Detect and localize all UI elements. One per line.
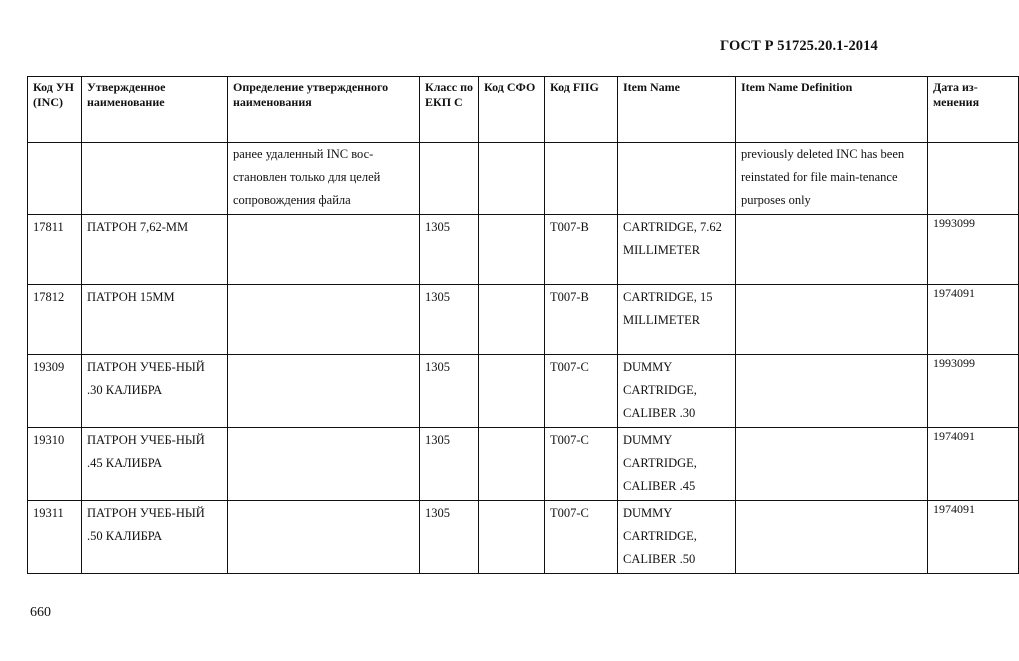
cell-class: 1305	[420, 501, 479, 574]
cell-inc	[28, 143, 82, 215]
cell-cfo	[479, 143, 545, 215]
cell-approved-name: ПАТРОН 7,62-ММ	[82, 215, 228, 285]
cell-cfo	[479, 501, 545, 574]
col-header-approved-name: Утвержденное наименование	[82, 77, 228, 143]
cell-definition	[228, 428, 420, 501]
cell-definition	[228, 501, 420, 574]
cell-inc: 19311	[28, 501, 82, 574]
cell-change-date: 1993099	[928, 355, 1019, 428]
cell-definition	[228, 215, 420, 285]
cell-definition: ранее удаленный INC вос-становлен только для целей сопровождения файла	[228, 143, 420, 215]
cell-fiig: T007-C	[545, 428, 618, 501]
cell-approved-name: ПАТРОН УЧЕБ-НЫЙ .30 КАЛИБРА	[82, 355, 228, 428]
col-header-definition: Определение утвержденного наименования	[228, 77, 420, 143]
cell-inc: 19309	[28, 355, 82, 428]
col-header-inc: Код УН (INC)	[28, 77, 82, 143]
cell-cfo	[479, 215, 545, 285]
cell-class: 1305	[420, 428, 479, 501]
table-row	[28, 355, 1019, 428]
col-header-fiig: Код FIIG	[545, 77, 618, 143]
page-number: 660	[30, 605, 51, 620]
cell-fiig: T007-B	[545, 285, 618, 355]
cell-class: 1305	[420, 215, 479, 285]
cell-change-date: 1974091	[928, 428, 1019, 501]
col-header-item-name: Item Name	[618, 77, 736, 143]
cell-class	[420, 143, 479, 215]
table-row	[28, 215, 1019, 285]
cell-fiig: T007-B	[545, 215, 618, 285]
cell-item-name: DUMMY CARTRIDGE, CALIBER .30	[618, 355, 736, 428]
col-header-cfo: Код СФО	[479, 77, 545, 143]
cell-inc: 17812	[28, 285, 82, 355]
cell-item-name: DUMMY CARTRIDGE, CALIBER .45	[618, 428, 736, 501]
cell-change-date	[928, 143, 1019, 215]
cell-item-name	[618, 143, 736, 215]
cell-fiig: T007-C	[545, 501, 618, 574]
cell-class: 1305	[420, 355, 479, 428]
document-code: ГОСТ Р 51725.20.1-2014	[720, 38, 878, 54]
col-header-item-name-definition: Item Name Definition	[736, 77, 928, 143]
cell-class: 1305	[420, 285, 479, 355]
inc-table	[27, 76, 1019, 574]
cell-item-name-definition	[736, 285, 928, 355]
cell-change-date: 1993099	[928, 215, 1019, 285]
table-row	[28, 285, 1019, 355]
cell-cfo	[479, 355, 545, 428]
cell-approved-name: ПАТРОН УЧЕБ-НЫЙ .50 КАЛИБРА	[82, 501, 228, 574]
cell-item-name-definition	[736, 215, 928, 285]
cell-inc: 19310	[28, 428, 82, 501]
cell-change-date: 1974091	[928, 501, 1019, 574]
cell-item-name-definition: previously deleted INC has been reinstated for file main-tenance purposes only	[736, 143, 928, 215]
table-row	[28, 501, 1019, 574]
cell-item-name-definition	[736, 501, 928, 574]
table-row	[28, 428, 1019, 501]
cell-item-name: CARTRIDGE, 15 MILLIMETER	[618, 285, 736, 355]
cell-approved-name	[82, 143, 228, 215]
cell-cfo	[479, 428, 545, 501]
table-row-continued	[28, 143, 1019, 215]
col-header-class: Класс по ЕКП С	[420, 77, 479, 143]
cell-item-name: DUMMY CARTRIDGE, CALIBER .50	[618, 501, 736, 574]
cell-fiig	[545, 143, 618, 215]
cell-item-name-definition	[736, 428, 928, 501]
cell-fiig: T007-C	[545, 355, 618, 428]
cell-item-name-definition	[736, 355, 928, 428]
cell-change-date: 1974091	[928, 285, 1019, 355]
cell-inc: 17811	[28, 215, 82, 285]
cell-item-name: CARTRIDGE, 7.62 MILLIMETER	[618, 215, 736, 285]
cell-definition	[228, 285, 420, 355]
cell-approved-name: ПАТРОН УЧЕБ-НЫЙ .45 КАЛИБРА	[82, 428, 228, 501]
cell-cfo	[479, 285, 545, 355]
col-header-change-date: Дата из-менения	[928, 77, 1019, 143]
table-header-row	[28, 77, 1019, 143]
cell-approved-name: ПАТРОН 15ММ	[82, 285, 228, 355]
cell-definition	[228, 355, 420, 428]
